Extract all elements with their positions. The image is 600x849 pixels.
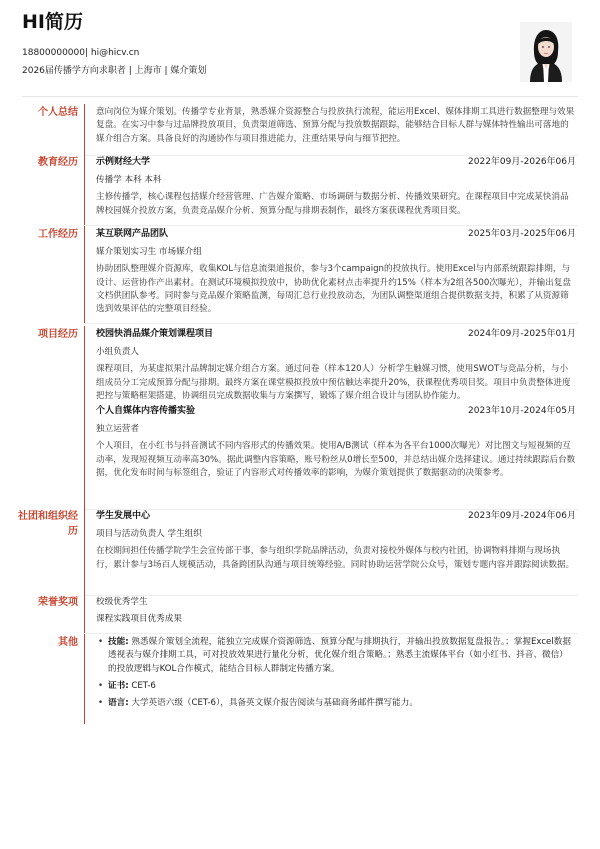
project-name: 校园快消品媒介策划课程项目	[96, 329, 214, 339]
section-accent-bar	[84, 594, 85, 634]
contact-info: 18800000000| hi@hicv.cn	[22, 47, 140, 58]
section-divider	[84, 323, 578, 324]
section-label-awards: 荣誉奖项	[38, 597, 78, 608]
section-label-summary: 个人总结	[38, 107, 78, 118]
candidate-name: HI简历	[22, 11, 83, 33]
campus-date: 2023年09月-2024年06月	[468, 511, 576, 521]
profile-photo-image	[520, 22, 572, 82]
section-label-others: 其他	[58, 637, 78, 648]
certificate-item	[96, 680, 576, 693]
project-role: 独立运营者	[96, 424, 139, 435]
award-item: 课程实践项目优秀成果	[96, 614, 182, 625]
project-description: 课程项目，为某虚拟果汁品牌制定媒介组合方案。通过问卷（样本120人）分析学生触媒习惯，使用SWOT与竞品分析，与小组成员分工完成预算分配与排期。最终方案在课堂模拟投放中预估触达率提升20%，获课程优秀项目奖。项目中负责整体进度把控与策略框架搭建，协调组员完成数据收集与方案撰写，锻炼了媒介组合设计与团队协作能力。	[96, 364, 571, 401]
skills-text: 熟悉媒介策划全流程，能独立完成媒介资源筛选、预算分配与排期执行，并输出投放数据复盘报告。；掌握Excel数据透视表与媒介排期工具，可对投放效果进行量化分析，优化媒介组合策略。；熟悉主流媒体平台（如小红书、抖音、微信）的投放逻辑与KOL合作模式，能结合目标人群制定传播方案。	[108, 637, 571, 674]
section-label-work: 工作经历	[38, 229, 78, 240]
organization-name: 学生发展中心	[96, 511, 151, 521]
summary-text: 意向岗位为媒介策划。传播学专业背景，熟悉媒介资源整合与投放执行流程，能运用Excel、媒体排期工具进行数据整理与效果复盘。在实习中参与过品牌投放项目，负责渠道筛选、预算分配与投放数据跟踪，能够结合目标人群与媒体特性输出可落地的媒介组合方案。具备良好的沟通协作与项目推进能力，注重结果导向与细节把控。	[96, 107, 575, 144]
section-summary	[0, 104, 600, 156]
skills-item	[96, 636, 576, 676]
project-date: 2024年09月-2025年01月	[468, 329, 576, 339]
education-degree: 传播学 本科 本科	[96, 174, 162, 185]
education-description: 主修传播学，核心课程包括媒介经营管理、广告媒介策略、市场调研与数据分析、传播效果研究。在课程项目中完成某快消品牌校园媒介投放方案，负责竞品媒介分析、预算分配与排期表制作，最终方案获课程优秀项目奖。	[96, 192, 569, 216]
section-projects	[0, 326, 600, 510]
section-others	[0, 634, 600, 724]
work-position: 媒介策划实习生 市场媒介组	[96, 246, 202, 257]
others-list	[96, 636, 576, 711]
section-work	[0, 226, 600, 324]
section-label-education: 教育经历	[38, 157, 78, 168]
language-item	[96, 697, 576, 710]
award-item: 校级优秀学生	[96, 597, 148, 607]
language-key: 语言:	[108, 698, 129, 709]
campus-item	[96, 510, 576, 572]
education-item	[96, 156, 576, 218]
section-accent-bar	[84, 226, 85, 324]
project-role: 小组负责人	[96, 346, 139, 357]
section-accent-bar	[84, 508, 85, 596]
resume-header	[22, 10, 492, 79]
project-item	[96, 405, 576, 480]
skills-key: 技能:	[108, 637, 129, 647]
section-label-projects: 项目经历	[38, 329, 78, 340]
company-name: 某互联网产品团队	[96, 229, 169, 239]
education-date: 2022年09月-2026年06月	[468, 157, 576, 167]
profile-photo	[520, 22, 572, 82]
section-label-campus: 社团和组织经历	[18, 511, 78, 537]
campus-role: 项目与活动负责人 学生组织	[96, 528, 202, 539]
campus-description: 在校期间担任传播学院学生会宣传部干事，参与组织学院品牌活动，负责对接校外媒体与校内社团，协调物料排期与现场执行，累计参与3场百人规模活动，具备跨团队沟通与项目统筹经验。同时协助运营学院公众号，策划专题内容并跟踪阅读数据。	[96, 546, 575, 570]
project-date: 2023年10月-2024年05月	[468, 406, 576, 417]
work-item	[96, 228, 576, 317]
project-name: 个人自媒体内容传播实验	[96, 406, 196, 417]
language-text: 大学英语六级（CET-6），具备英文媒介报告阅读与基础商务邮件撰写能力。	[131, 698, 418, 709]
work-date: 2025年03月-2025年06月	[468, 229, 576, 239]
section-accent-bar	[84, 104, 85, 156]
certificate-key: 证书:	[108, 680, 129, 691]
work-description: 协助团队整理媒介资源库，收集KOL与信息流渠道报价，参与3个campaign的投放执行。使用Excel与内部系统跟踪排期，与设计、运营协作产出素材。在测试环境模拟投放中，协助优化素材点击率提升约15%（样本为2组各500次曝光），并输出复盘文档供团队参考。同时参与竞品媒介策略监测，每周汇总行业投放动态，为团队调整渠道组合提供数据支持，积累了从资源筛选到效果评估的完整项目经验。	[96, 264, 571, 315]
section-education	[0, 154, 600, 226]
section-accent-bar	[84, 154, 85, 226]
section-awards	[0, 594, 600, 634]
certificate-text: CET-6	[131, 680, 156, 691]
section-campus	[0, 508, 600, 596]
project-description: 个人项目，在小红书与抖音测试不同内容形式的传播效果。使用A/B测试（样本为各平台1000次曝光）对比图文与短视频的互动率，发现短视频互动率高30%。据此调整内容策略，账号粉丝从0增长至500，并总结出媒介选择建议。通过持续跟踪后台数据，优化发布时间与标签组合，验证了内容形式对传播效率的影响，为媒介策划提供了数据驱动的决策参考。	[96, 441, 576, 479]
school-name: 示例财经大学	[96, 157, 151, 167]
section-accent-bar	[84, 326, 85, 510]
header-divider	[22, 96, 578, 97]
section-accent-bar	[84, 634, 85, 724]
job-target: 2026届传播学方向求职者 | 上海市 | 媒介策划	[22, 65, 207, 76]
project-item	[96, 328, 576, 403]
